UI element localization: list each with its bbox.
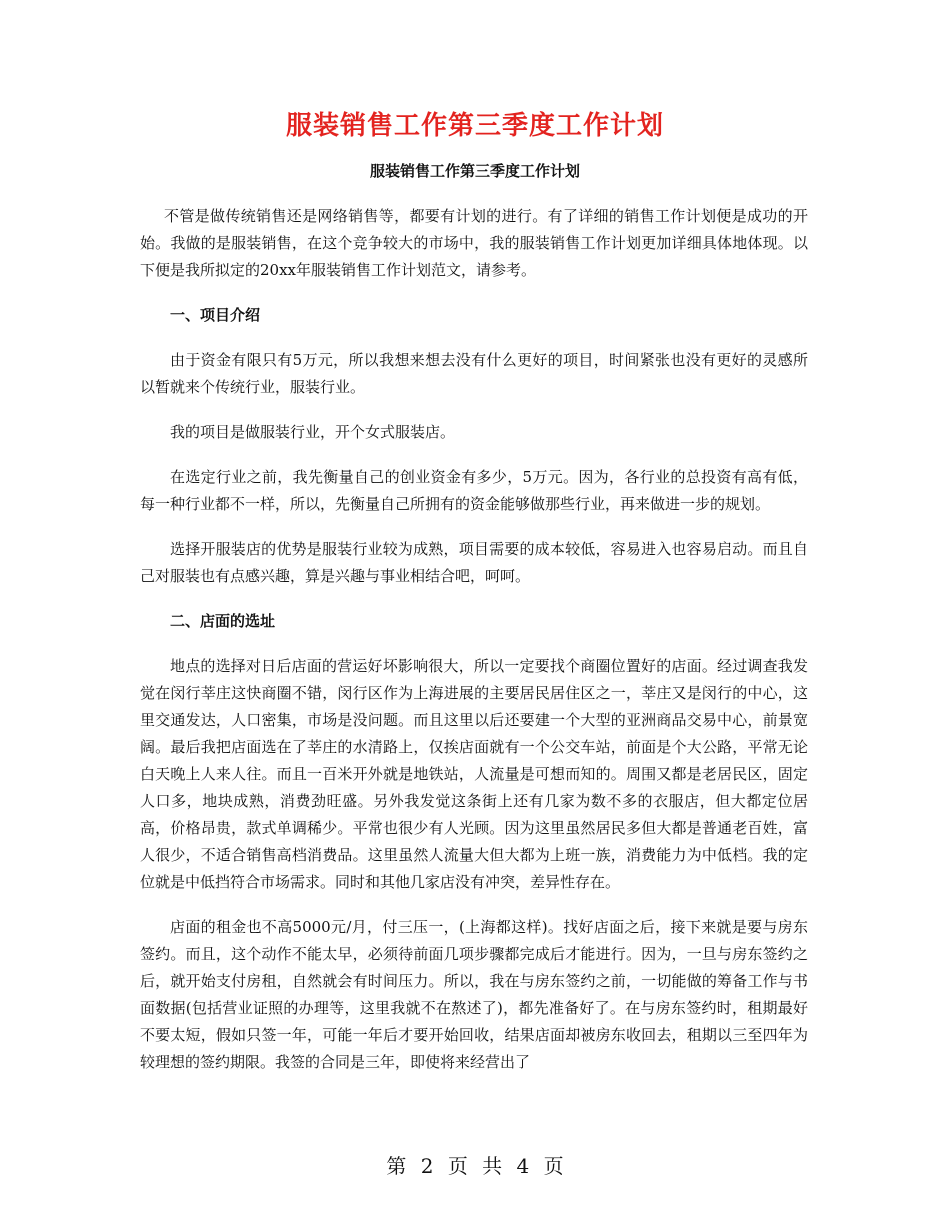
paragraph: 选择开服装店的优势是服装行业较为成熟，项目需要的成本较低，容易进入也容易启动。而且自己对服装也有点感兴趣，算是兴趣与事业相结合吧，呵呵。 bbox=[140, 540, 808, 585]
paragraph: 地点的选择对日后店面的营运好坏影响很大，所以一定要找个商圈位置好的店面。经过调查我发觉在闵行莘庄这快商圈不错，闵行区作为上海进展的主要居民居住区之一，莘庄又是闵行的中心，这里交通发达，人口密集，市场是没问题。而且这里以后还要建一个大型的亚洲商品交易中心，前景宽阔。最后我把店面选在了莘庄的水清路上，仅挨店面就有一个公交车站，前面是个大公路，平常无论白天晚上人来人往。而且一百米开外就是地铁站，人流量是可想而知的。周围又都是老居民区，固定人口多，地块成熟，消费劲旺盛。另外我发觉这条街上还有几家为数不多的衣服店，但大都定位居高，价格昂贵，款式单调稀少。平常也很少有人光顾。因为这里虽然居民多但大都是普通老百姓，富人很少，不适合销售高档消费品。这里虽然人流量大但大都为上班一族，消费能力为中低档。我的定位就是中低挡符合市场需求。同时和其他几家店没有冲突，差异性存在。 bbox=[140, 657, 808, 891]
paragraph: 由于资金有限只有5万元，所以我想来想去没有什么更好的项目，时间紧张也没有更好的灵感所以暂就来个传统行业，服装行业。 bbox=[140, 351, 808, 396]
section-heading-location: 二、店面的选址 bbox=[170, 612, 276, 630]
paragraph: 店面的租金也不高5000元/月，付三压一，(上海都这样)。找好店面之后，接下来就是要与房东签约。而且，这个动作不能太早，必须待前面几项步骤都完成后才能进行。因为，一旦与房东签约之后，就开始支付房租，自然就会有时间压力。所以，我在与房东签约之前，一切能做的筹备工作与书面数据(包括营业证照的办理等，这里我就不在熬述了)，都先准备好了。在与房东签约时，租期最好不要太短，假如只签一年，可能一年后才要开始回收，结果店面却被房东收回去，租期以三至四年为较理想的签约期限。我签的合同是三年，即使将来经营出了 bbox=[140, 918, 808, 1071]
intro-paragraph: 不管是做传统销售还是网络销售等，都要有计划的进行。有了详细的销售工作计划便是成功的开始。我做的是服装销售，在这个竞争较大的市场中，我的服装销售工作计划更加详细具体地体现。以下便是我所拟定的20xx年服装销售工作计划范文，请参考。 bbox=[140, 207, 808, 279]
document-subtitle: 服装销售工作第三季度工作计划 bbox=[369, 162, 580, 180]
paragraph: 在选定行业之前，我先衡量自己的创业资金有多少，5万元。因为，各行业的总投资有高有低，每一种行业都不一样，所以，先衡量自己所拥有的资金能够做那些行业，再来做进一步的规划。 bbox=[140, 468, 808, 513]
section-heading-project: 一、项目介绍 bbox=[170, 306, 261, 324]
paragraph: 我的项目是做服装行业，开个女式服装店。 bbox=[170, 423, 456, 441]
page-number: 第 2 页 共 4 页 bbox=[386, 1154, 564, 1178]
document-title: 服装销售工作第三季度工作计划 bbox=[285, 111, 664, 141]
document-body bbox=[140, 203, 808, 1094]
